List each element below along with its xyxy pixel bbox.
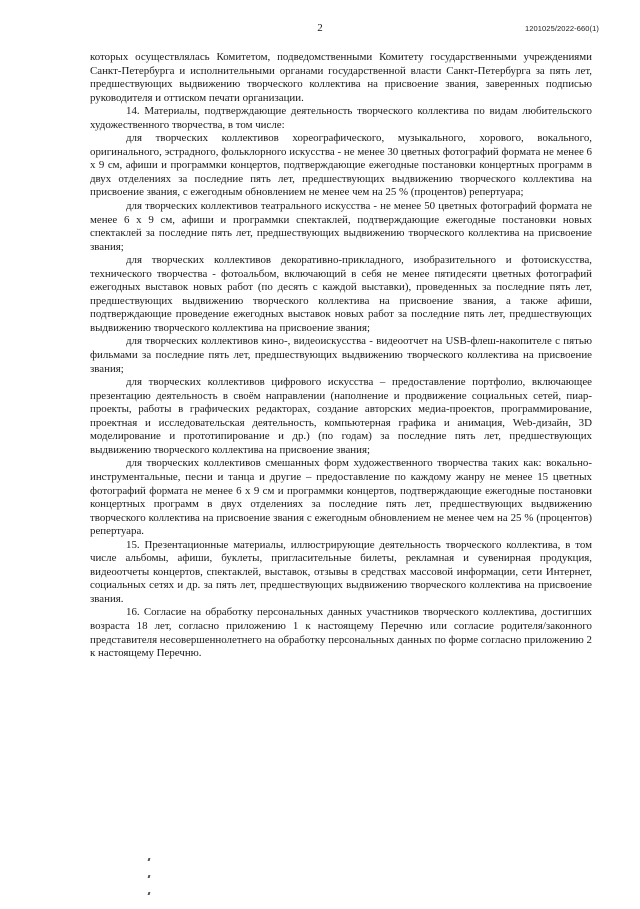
paragraph-choreography-music: для творческих коллективов хореографического, музыкального, хорового, вокального, оригинального, эстрадного, фольклорного искусства - не менее 30 цветных фотографий формата не менее 6 х 9 см, афиши и программки концертов, подтверждающие ежегодные постановки концертных программ в двух отделениях за последние пять лет, предшествующих выдвижению творческого коллектива на присвоение звания, с ежегодным обновлением не менее чем на 25 % (процентов) репертуара; <box>90 132 592 199</box>
paragraph-item-15: 15. Презентационные материалы, иллюстрирующие деятельность творческого коллектива, в том числе альбомы, афиши, буклеты, пригласительные билеты, рекламная и сувенирная продукция, видеоотчеты концертов, спектаклей, выставок, отзывы в средствах массовой информации, сети Интернет, социальных сетях и др. за пять лет, предшествующих выдвижению творческого коллектива на присвоение звания. <box>90 538 592 605</box>
document-id: 1201025/2022-660(1) <box>524 24 599 33</box>
page-number: 2 <box>317 22 323 34</box>
paragraph-continuation: которых осуществлялась Комитетом, подведомственными Комитету государственными учреждениями Санкт-Петербурга и исполнительными органами государственной власти Санкт-Петербурга за пять лет, предшествующих выдвижению творческого коллектива на присвоение звания, заверенных подписью руководителя и оттиском печати организации. <box>90 51 592 104</box>
scan-mark <box>148 892 151 895</box>
paragraph-theatre: для творческих коллективов театрального искусства - не менее 50 цветных фотографий формата не менее 6 х 9 см, афиши и программки спектаклей, подтверждающие ежегодные постановки новых спектаклей за последние пять лет, предшествующих выдвижению творческого коллектива на присвоение звания; <box>90 200 592 253</box>
paragraph-digital-art: для творческих коллективов цифрового искусства – предоставление портфолио, включающее презентацию деятельность в своём направлении (наполнение и продвижение социальных сетей, пиар-проекты, работы в графических редакторах, создание авторских медиа-проектов, программирование, проектная и исследовательская деятельность, компьютерная графика и анимация, Web-дизайн, 3D моделирование и прототипирование и др.) (по годам) за последние пять лет, предшествующих выдвижению творческого коллектива на присвоение звания; <box>90 376 592 456</box>
document-body <box>90 51 592 661</box>
scan-mark <box>148 875 151 878</box>
paragraph-mixed-forms: для творческих коллективов смешанных форм художественного творчества таких как: вокально-инструментальные, песни и танца и другие – предоставление по каждому жанру не менее 15 цветных фотографий формата не менее 6 х 9 см и программки концертов, подтверждающие ежегодные постановки концертных программ в двух отделениях за последние пять лет, предшествующих выдвижению творческого коллектива на присвоение звания с ежегодным обновлением не менее чем на 25 % (процентов) репертуара. <box>90 457 592 538</box>
scan-marks <box>148 858 150 909</box>
paragraph-decorative-arts: для творческих коллективов декоративно-прикладного, изобразительного и фотоискусства, технического творчества - фотоальбом, включающий в себя не менее пятидесяти цветных фотографий ежегодных выставок новых работ (по десять с каждой выставки), проведенных за последние пять лет, предшествующих выдвижению творческого коллектива на присвоение звания, а также афиши, подтверждающие проведение ежегодных выставок новых работ за последние пять лет, предшествующих выдвижению творческого коллектива на присвоение звания; <box>90 254 592 334</box>
paragraph-film-video: для творческих коллективов кино-, видеоискусства - видеоотчет на USB-флеш-накопителе с пятью фильмами за последние пять лет, предшествующих выдвижению творческого коллектива на присвоение звания; <box>90 335 592 375</box>
paragraph-item-16: 16. Согласие на обработку персональных данных участников творческого коллектива, достигших возраста 18 лет, согласно приложению 1 к настоящему Перечню или согласие родителя/законного представителя несовершеннолетнего на обработку персональных данных по форме согласно приложению 2 к настоящему Перечню. <box>90 606 592 660</box>
paragraph-item-14: 14. Материалы, подтверждающие деятельность творческого коллектива по видам любительского художественного творчества, в том числе: <box>90 105 592 131</box>
scan-mark <box>148 858 151 861</box>
